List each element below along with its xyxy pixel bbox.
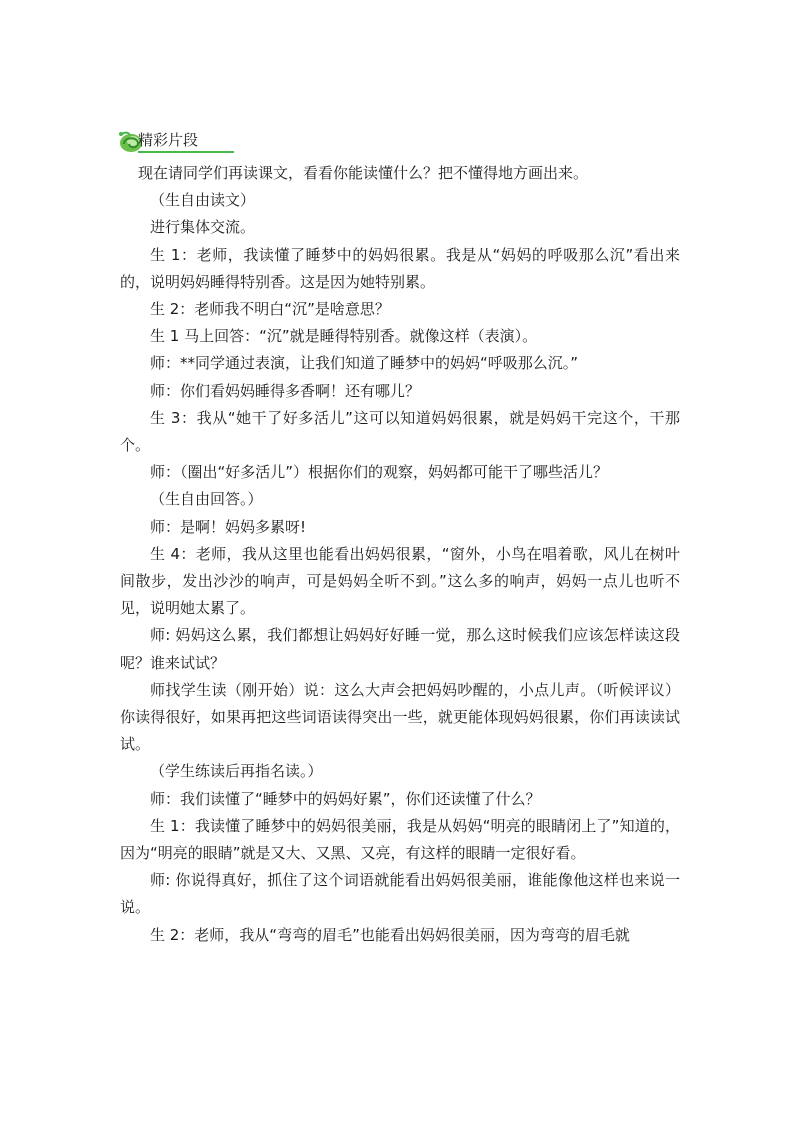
paragraph: 师：是啊！妈妈多累呀! — [150, 517, 307, 536]
paragraph: 生 2：老师，我从“弯弯的眉毛”也能看出妈妈很美丽，因为弯弯的眉毛就 — [150, 925, 630, 944]
paragraph: 生 1 马上回答：“沉”就是睡得特别香。就像这样（表演）。 — [150, 327, 538, 346]
paragraph: （学生练读后再指名读。） — [150, 762, 323, 781]
paragraph: 师：**同学通过表演，让我们知道了睡梦中的妈妈“呼吸那么沉。” — [150, 354, 579, 373]
paragraph: 生 2：老师我不明白“沉”是啥意思？ — [150, 300, 390, 319]
title-underline — [138, 151, 234, 153]
paragraph: 师: 妈妈这么累，我们都想让妈妈好好睡一觉，那么这时候我们应该怎样读这段呢？谁来试试？ — [120, 626, 680, 672]
section-title: 精彩片段 — [138, 131, 199, 149]
paragraph: 进行集体交流。 — [150, 218, 256, 237]
paragraph: 生 3：我从“她干了好多活儿”这可以知道妈妈很累，就是妈妈干完这个，干那个。 — [120, 408, 680, 455]
paragraph: 生 1：老师，我读懂了睡梦中的妈妈很累。我是从“妈妈的呼吸那么沉”看出来的，说明妈妈睡得特别香。这是因为她特别累。 — [120, 245, 680, 291]
paragraph: 现在请同学们再读课文，看看你能读懂什么？把不懂得地方画出来。 — [138, 164, 589, 182]
paragraph: 生 1：我读懂了睡梦中的妈妈很美丽，我是从妈妈“明亮的眼睛闭上了”知道的，因为“明亮的眼睛”就是又大、又黑、又亮，有这样的眼睛一定很好看。 — [120, 816, 680, 863]
paragraph: 生 4：老师，我从这里也能看出妈妈很累，“窗外，小鸟在唱着歌，风儿在树叶间散步，发出沙沙的响声，可是妈妈全听不到。”这么多的响声，妈妈一点儿也听不见，说明她太累了。 — [120, 544, 680, 618]
paragraph: （生自由回答。） — [150, 490, 263, 509]
paragraph: 师：我们读懂了“睡梦中的妈妈好累”，你们还读懂了什么？ — [150, 789, 541, 808]
paragraph: （生自由读文） — [150, 191, 256, 210]
section-header — [116, 126, 236, 154]
paragraph: 师：你们看妈妈睡得多香啊！还有哪儿？ — [150, 381, 421, 400]
paragraph: 师：（圈出“好多活儿”）根据你们的观察，妈妈都可能干了哪些活儿？ — [150, 463, 609, 482]
lesson-text — [120, 160, 680, 949]
paragraph: 师: 你说得真好，抓住了这个词语就能看出妈妈很美丽，谁能像他这样也来说一说。 — [120, 871, 680, 917]
paragraph: 师找学生读（刚开始）说：这么大声会把妈妈吵醒的，小点儿声。（听候评议）你读得很好，如果再把这些词语读得突出一些，就更能体现妈妈很累，你们再读读试试。 — [120, 680, 680, 754]
